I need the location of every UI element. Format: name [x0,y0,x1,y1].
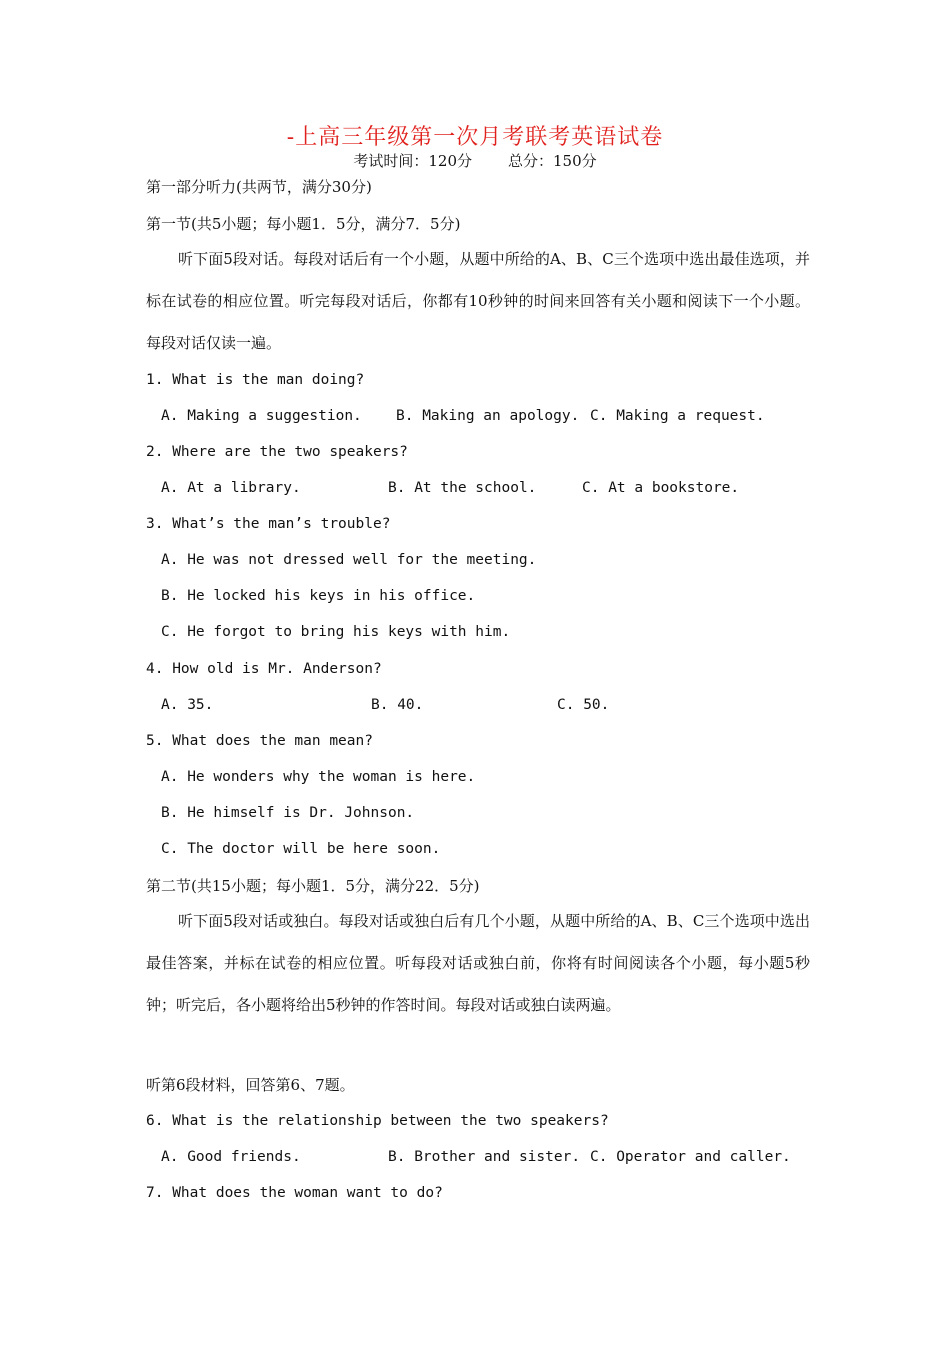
page-title: -上高三年级第一次月考联考英语试卷 [286,125,664,150]
option-c: C. He forgot to bring his keys with him. [161,624,511,640]
option-a: A. Making a suggestion. [161,408,362,424]
option-c: C. At a bookstore. [582,480,740,496]
section1-heading: 第一节(共5小题；每小题1．5分，满分7．5分) [146,215,461,233]
question-stem: 2. Where are the two speakers? [146,444,408,460]
material-heading: 听第6段材料，回答第6、7题。 [146,1076,355,1094]
option-a: A. Good friends. [161,1149,301,1165]
option-b: B. 40. [371,697,424,713]
section2-instructions: 听下面5段对话或独白。每段对话或独白后有几个小题，从题中所给的A、B、C三个选项中选出最佳答案，并标在试卷的相应位置。听每段对话或独白前，你将有时间阅读各个小题，每小题5秒钟；听完后，各小题将给出5秒钟的作答时间。每段对话或独白读两遍。 [146,912,810,1014]
option-c: C. Operator and caller. [590,1149,791,1165]
option-c: C. Making a request. [590,408,765,424]
question-stem: 4. How old is Mr. Anderson? [146,661,382,677]
option-b: B. He himself is Dr. Johnson. [161,805,415,821]
exam-info [0,150,950,171]
option-c: C. 50. [557,697,610,713]
question-stem: 7. What does the woman want to do? [146,1185,443,1201]
option-b: B. At the school. [388,480,537,496]
option-b: B. Making an apology. [396,408,580,424]
section1-instructions: 听下面5段对话。每段对话后有一个小题，从题中所给的A、B、C三个选项中选出最佳选项，并标在试卷的相应位置。听完每段对话后，你都有10秒钟的时间来回答有关小题和阅读下一个小题。每段对话仅读一遍。 [146,250,810,352]
part1-heading: 第一部分听力(共两节，满分30分) [146,178,372,196]
option-b: B. He locked his keys in his office. [161,588,476,604]
option-a: A. He wonders why the woman is here. [161,769,476,785]
option-a: A. 35. [161,697,214,713]
question-stem: 5. What does the man mean? [146,733,373,749]
question-stem: 3. What’s the man’s trouble? [146,516,391,532]
option-a: A. He was not dressed well for the meeting. [161,552,537,568]
option-c: C. The doctor will be here soon. [161,841,441,857]
exam-time: 考试时间：120分 [353,152,472,170]
option-b: B. Brother and sister. [388,1149,581,1165]
question-stem: 6. What is the relationship between the two speakers? [146,1113,609,1129]
option-a: A. At a library. [161,480,301,496]
total-score: 总分：150分 [508,152,597,170]
section2-heading: 第二节(共15小题；每小题1．5分，满分22．5分) [146,877,480,895]
question-stem: 1. What is the man doing? [146,372,365,388]
